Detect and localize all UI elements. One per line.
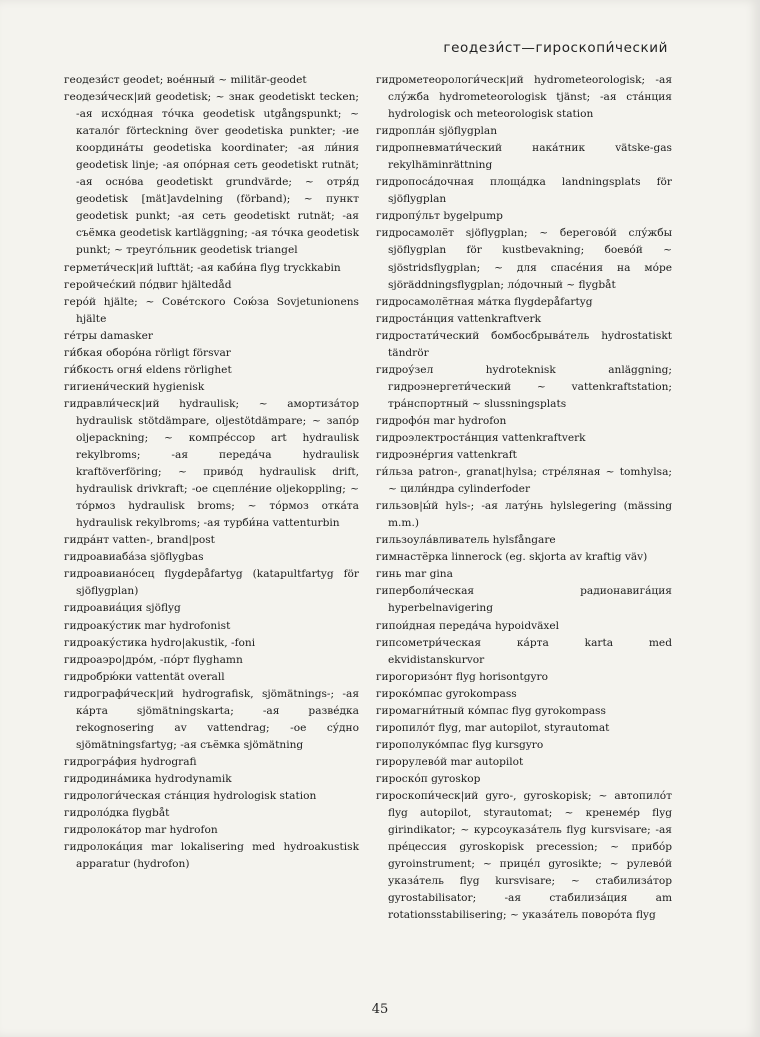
dictionary-entry: гидробрю́ки vattentät overall xyxy=(64,670,225,683)
dictionary-entry: гидролока́ция mar lokalisering med hydroakustisk apparatur (hydrofon) xyxy=(64,841,359,871)
dictionary-entry: гидроавиа́ция sjöflyg xyxy=(64,602,181,615)
dictionary-entry: гидравли́ческ|ий hydraulisk; ~ амортиза́тор hydraulisk stötdämpare, oljestötdämpare; ~ запо́р oljepackning; ~ компре́ссор art hydraulisk rekylbroms; -ая переда́ча hydraulisk kraftöverföring; ~ приво́д hydraulisk drift, hydraulisk drivkraft; -ое сцепле́ние oljekoppling; ~ то́рмоз hydraulisk broms; ~ то́рмоз отка́та hydraulisk rekylbroms; -ая турби́на vattenturbin xyxy=(64,397,359,530)
dictionary-entry: гидроаку́стика hydro|akustik, -foni xyxy=(64,636,256,649)
dictionary-entry: гидроавиаба́за sjöflygbas xyxy=(64,551,204,564)
dictionary-entry: геодези́ст geodet; вое́нный ~ militär-geodet xyxy=(64,74,307,86)
dictionary-entry: гидроаэро|дро́м, -по́рт flyghamn xyxy=(64,653,243,666)
dictionary-entry: гидроу́зел hydroteknisk anläggning; гидроэнергети́ческий ~ vattenkraftstation; тра́нспортный ~ slussningsplats xyxy=(376,363,672,410)
dictionary-entry: гимнастёрка linnerock (eg. skjorta av kraftig väv) xyxy=(376,551,648,564)
dictionary-entry: гигиени́ческий hygienisk xyxy=(64,380,205,393)
dictionary-entry: гермети́ческ|ий lufttät; -ая каби́на flyg tryckkabin xyxy=(64,261,341,274)
dictionary-entry: гипои́дная переда́ча hypoidväxel xyxy=(376,619,560,632)
dictionary-entry: гидропоса́дочная площа́дка landningsplats för sjöflygplan xyxy=(376,176,672,206)
dictionary-entry: ге́тры damasker xyxy=(64,329,153,342)
dictionary-entry: ги́бкость огня́ eldens rörlighet xyxy=(64,363,232,376)
dictionary-entry: гирополуко́мпас flyg kursgyro xyxy=(376,738,544,751)
dictionary-entry: гироскопи́ческ|ий gyro-, gyroskopisk; ~ автопило́т flyg autopilot, styrautomat; ~ кренеме́р flyg girindikator; ~ курсоуказа́тель flyg kursvisare; -ая пре́цессия gyroskopisk precession; ~ прибо́р gyroinstrument; ~ прице́л gyrosikte; ~ рулево́й указа́тель flyg kursvisare; ~ стабилиза́тор gyrostabilisator; -ая стабилиза́ция am rotationsstabilisering; ~ указа́тель поворо́та flyg xyxy=(376,789,672,922)
dictionary-entry: гидроавиано́сец flygdepåfartyg (katapultfartyg för sjöflygplan) xyxy=(64,568,359,598)
dictionary-entry: гидрографи́ческ|ий hydrografisk, sjömätnings-; -ая ка́рта sjömätningskarta; -ая разве́дка rekognosering av vattendrag; -ое су́дно sjömätningsfartyg; -ая съёмка sjömätning xyxy=(64,687,359,751)
dictionary-entry: гидроэлектроста́нция vattenkraftverk xyxy=(376,431,586,444)
dictionary-entry: гидросамолётная ма́тка flygdepåfartyg xyxy=(376,295,593,308)
dictionary-entry: гинь mar gina xyxy=(376,568,453,581)
dictionary-entry: геодези́ческ|ий geodetisk; ~ знак geodetiskt tecken; -ая исхо́дная то́чка geodetisk utgångspunkt; ~ катало́г förteckning över geodetiska punkter; -ие координа́ты geodetiska koordinater; -ая ли́ния geodetisk linje; -ая опо́рная сеть geodetiskt rutnät; -ая осно́ва geodetiskt grundvärde; ~ отря́д geodetisk [mät]avdelning (förband); ~ пункт geodetisk punkt; -ая сеть geodetiskt rutnät; -ая съёмка geodetisk kartläggning; -ая то́чка geodetisk punkt; ~ треуго́льник geodetisk triangel xyxy=(64,91,359,257)
dictionary-entry: гидроаку́стик mar hydrofonist xyxy=(64,619,231,632)
dictionary-entry: гидрогра́фия hydrografi xyxy=(64,755,197,768)
dictionary-entry: геройчес́кий по́двиг hjältedåd xyxy=(64,278,232,291)
dictionary-entry: гиперболи́ческая радионавига́ция hyperbelnavigering xyxy=(376,585,672,615)
dictionary-entry: гидрологи́ческая ста́нция hydrologisk station xyxy=(64,789,317,802)
dictionary-entry: гиромагни́тный ко́мпас flyg gyrokompass xyxy=(376,704,606,717)
dictionary-entry: гидропневмати́ческий нака́тник vätske-gas rekylhäminrättning xyxy=(376,142,672,172)
dictionary-entry: гироко́мпас gyrokompass xyxy=(376,687,517,700)
dictionary-entry: гидроэне́ргия vattenkraft xyxy=(376,449,517,462)
dictionary-entry: гидропу́льт bygelpump xyxy=(376,210,503,223)
dictionary-entry: гирогоризо́нт flyg horisontgyro xyxy=(376,670,548,683)
left-column xyxy=(64,72,359,873)
dictionary-entry: гидрофо́н mar hydrofon xyxy=(376,414,507,427)
dictionary-entry: гидролока́тор mar hydrofon xyxy=(64,824,218,837)
dictionary-entry: ги́льза patron-, granat|hylsa; стре́ляная ~ tomhylsa; ~ цили́ндра cylinderfoder xyxy=(376,466,672,496)
dictionary-entry: гидра́нт vatten-, brand|post xyxy=(64,534,215,547)
dictionary-entry: гидродина́мика hydrodynamik xyxy=(64,772,232,785)
dictionary-entry: гиропило́т flyg, mar autopilot, styrautomat xyxy=(376,721,610,734)
dictionary-entry: гильзоула́вливатель hylsfångare xyxy=(376,534,556,547)
dictionary-entry: гидроло́дка flygbåt xyxy=(64,807,170,820)
dictionary-entry: гироско́п gyroskop xyxy=(376,772,481,785)
right-column xyxy=(376,72,672,924)
dictionary-entry: геро́й hjälte; ~ Сове́тского Сою́за Sovjetunionens hjälte xyxy=(64,295,359,325)
dictionary-entry: гирорулево́й mar autopilot xyxy=(376,755,524,768)
dictionary-entry: гипсометри́ческая ка́рта karta med ekvidistanskurvor xyxy=(376,636,672,666)
running-header: геодези́ст—гироскопи́ческий xyxy=(443,40,668,56)
dictionary-entry: гидрометеорологи́ческ|ий hydrometeorologisk; -ая слу́жба hydrometeorologisk tjänst; -ая ста́нция hydrologisk och meteorologisk station xyxy=(376,74,672,121)
dictionary-entry: гидросамолёт sjöflygplan; ~ берегово́й слу́жбы sjöflygplan för kustbevakning; боево́й ~ sjöstridsflygplan; ~ для спасе́ния на мо́ре sjöräddningsflygplan; ло́дочный ~ flygbåt xyxy=(376,227,672,291)
page-number: 45 xyxy=(371,1002,389,1017)
dictionary-entry: гильзов|ы́й hyls-; -ая лату́нь hylslegering (mässing m.m.) xyxy=(376,500,672,530)
dictionary-entry: гидростати́ческий бомбосбрыва́тель hydrostatiskt tändrör xyxy=(376,329,672,359)
dictionary-entry: гидроста́нция vattenkraftverk xyxy=(376,312,542,325)
dictionary-entry: гидропла́н sjöflygplan xyxy=(376,125,498,138)
dictionary-entry: ги́бкая оборо́на rörligt försvar xyxy=(64,346,231,359)
